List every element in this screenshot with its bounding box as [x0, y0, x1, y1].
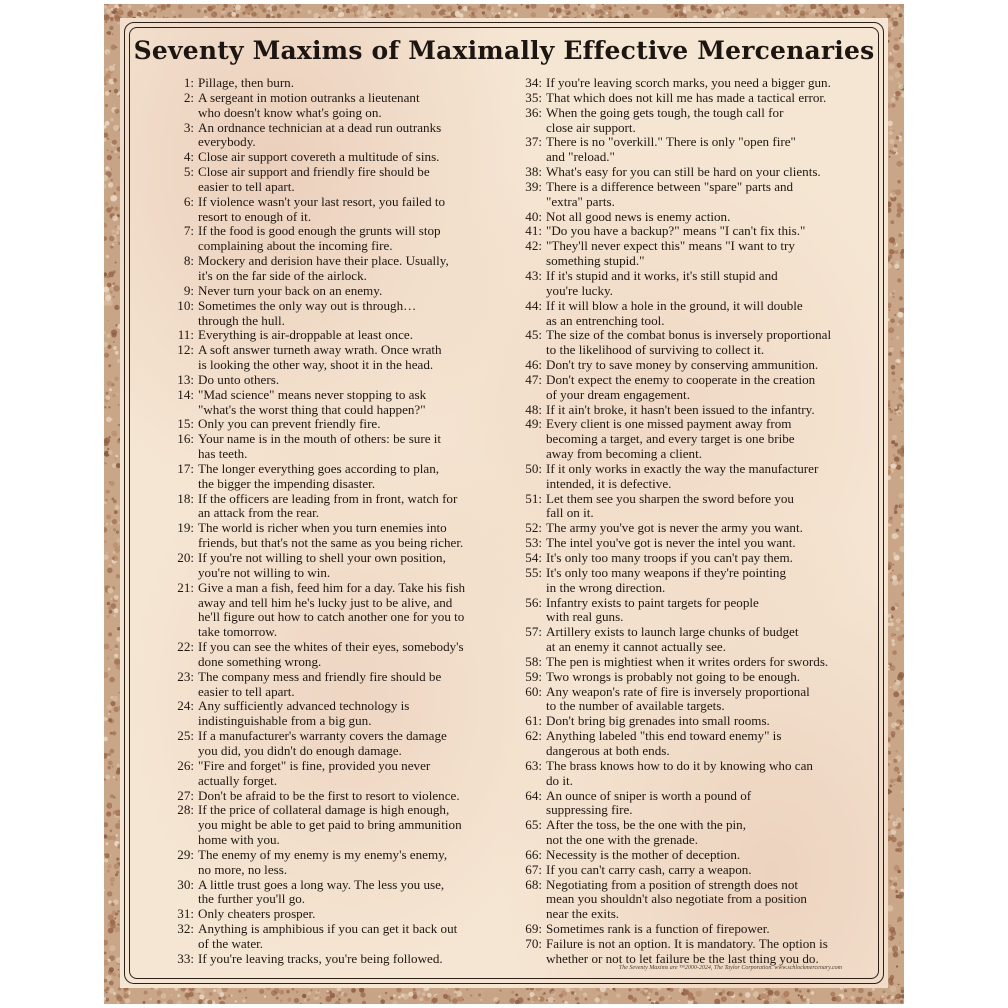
maxim-item — [164, 91, 514, 121]
maxim-text-line: "what's the worst thing that could happen?" — [198, 401, 426, 417]
maxim-text-line: fall on it. — [546, 505, 594, 521]
maxim-item — [512, 328, 874, 358]
maxim-item — [164, 670, 514, 700]
maxim-text-line: A little trust goes a long way. The less you use, — [198, 876, 445, 892]
parchment-panel — [120, 18, 888, 988]
maxim-text-line: you might be able to get paid to bring ammunition — [198, 817, 462, 833]
maxim-text-line: friends, but that's not the same as you being richer. — [198, 535, 464, 551]
maxim-number: 15: — [177, 416, 194, 432]
maxim-text-line: at an enemy it cannot actually see. — [546, 639, 726, 655]
maxim-text-line: take tomorrow. — [198, 624, 278, 640]
maxim-item — [512, 937, 874, 967]
maxim-item — [512, 373, 874, 403]
maxim-item — [164, 224, 514, 254]
maxim-number: 27: — [177, 787, 194, 803]
maxim-number: 18: — [177, 490, 194, 506]
maxim-text-line: If it's stupid and it works, it's still stupid and — [546, 267, 778, 283]
maxim-item — [164, 373, 514, 388]
maxim-number: 34: — [525, 75, 542, 90]
maxim-text-line: If violence wasn't your last resort, you failed to — [198, 193, 446, 209]
maxim-text-line: Any sufficiently advanced technology is — [198, 698, 410, 714]
maxim-text-line: near the exits. — [546, 906, 620, 922]
maxim-number: 33: — [177, 950, 194, 966]
maxim-item — [164, 284, 514, 299]
maxim-text-line: There is no "overkill." There is only "open fire" — [546, 134, 796, 150]
maxim-text-line: Any weapon's rate of fire is inversely proportional — [546, 683, 810, 699]
maxim-text-line: Don't try to save money by conserving ammunition. — [546, 357, 819, 373]
maxim-number: 30: — [177, 876, 194, 892]
maxim-item — [164, 952, 514, 967]
maxim-number: 28: — [177, 802, 194, 818]
maxim-number: 50: — [525, 460, 542, 476]
maxim-text-line: If the price of collateral damage is high enough, — [198, 802, 450, 818]
maxim-number: 51: — [525, 490, 542, 506]
maxim-item — [512, 135, 874, 165]
maxim-number: 66: — [525, 846, 542, 862]
maxim-text-line: of your dream engagement. — [546, 386, 690, 402]
maxim-number: 63: — [525, 757, 542, 773]
maxim-text-line: easier to tell apart. — [198, 178, 295, 194]
maxim-text-line: Two wrongs is probably not going to be enough. — [546, 668, 801, 684]
maxim-text-line: actually forget. — [198, 772, 278, 788]
maxims-column-right — [512, 76, 874, 967]
maxim-number: 29: — [177, 846, 194, 862]
maxim-item — [512, 818, 874, 848]
maxim-item — [512, 863, 874, 878]
maxim-number: 36: — [525, 104, 542, 120]
maxim-number: 43: — [525, 267, 542, 283]
maxim-item — [164, 848, 514, 878]
maxim-text-line: Not all good news is enemy action. — [546, 208, 731, 224]
maxim-number: 54: — [525, 550, 542, 565]
maxim-item — [512, 566, 874, 596]
maxim-item — [512, 403, 874, 418]
maxim-number: 52: — [525, 520, 542, 536]
maxim-text-line: he'll figure out how to catch another one for you to — [198, 609, 465, 625]
maxim-text-line: away and tell him he's lucky just to be alive, and — [198, 594, 453, 610]
maxim-number: 45: — [525, 327, 542, 343]
maxim-text-line: to the number of available targets. — [546, 698, 725, 714]
maxim-number: 6: — [183, 193, 194, 209]
poster-title: Seventy Maxims of Maximally Effective Mercenaries — [133, 36, 875, 65]
maxim-number: 26: — [177, 757, 194, 773]
maxim-item — [164, 907, 514, 922]
maxim-number: 70: — [525, 935, 542, 951]
maxim-item — [512, 625, 874, 655]
maxim-item — [512, 417, 874, 462]
maxim-item — [164, 417, 514, 432]
maxim-text-line: If the food is good enough the grunts will stop — [198, 223, 441, 239]
maxim-text-line: Negotiating from a position of strength does not — [546, 876, 799, 892]
maxim-text-line: The world is richer when you turn enemies into — [198, 520, 447, 536]
maxim-number: 9: — [183, 282, 194, 298]
maxim-number: 3: — [183, 119, 194, 135]
maxim-number: 12: — [177, 342, 194, 358]
maxim-item — [512, 76, 874, 91]
maxim-item — [512, 685, 874, 715]
maxim-number: 42: — [525, 238, 542, 254]
maxim-text-line: If a manufacturer's warranty covers the damage — [198, 728, 447, 744]
maxim-text-line: "Mad science" means never stopping to ask — [198, 386, 427, 402]
maxim-text-line: dangerous at both ends. — [546, 742, 670, 758]
maxim-text-line: The company mess and friendly fire should be — [198, 668, 442, 684]
maxim-text-line: intended, it is defective. — [546, 475, 672, 491]
maxim-text-line: Sometimes rank is a function of firepower. — [546, 921, 770, 937]
maxim-text-line: If you're leaving scorch marks, you need a bigger gun. — [546, 75, 831, 90]
maxim-number: 62: — [525, 728, 542, 744]
maxim-number: 13: — [177, 371, 194, 387]
maxim-item — [164, 729, 514, 759]
maxim-item — [164, 759, 514, 789]
maxim-text-line: Mockery and derision have their place. Usually, — [198, 253, 449, 269]
maxim-text-line: you're lucky. — [546, 282, 613, 298]
maxim-text-line: Artillery exists to launch large chunks of budget — [546, 624, 799, 640]
maxim-number: 55: — [525, 564, 542, 580]
maxim-item — [512, 165, 874, 180]
maxim-text-line: If you can see the whites of their eyes, somebody's — [198, 639, 464, 655]
maxim-item — [164, 195, 514, 225]
maxim-item — [512, 789, 874, 819]
maxim-number: 46: — [525, 357, 542, 373]
poster — [104, 4, 904, 1004]
maxim-number: 38: — [525, 164, 542, 180]
maxim-text-line: indistinguishable from a big gun. — [198, 713, 372, 729]
maxim-number: 61: — [525, 713, 542, 729]
maxim-text-line: "extra" parts. — [546, 193, 615, 209]
maxim-text-line: Your name is in the mouth of others: be sure it — [198, 431, 442, 447]
maxim-text-line: has teeth. — [198, 446, 248, 462]
maxim-number: 23: — [177, 668, 194, 684]
maxim-text-line: The enemy of my enemy is my enemy's enemy, — [198, 846, 448, 862]
maxim-text-line: It's only too many weapons if they're pointing — [546, 564, 787, 580]
maxim-item — [512, 878, 874, 923]
maxim-text-line: When the going gets tough, the tough call for — [546, 104, 784, 120]
maxim-item — [164, 328, 514, 343]
maxim-text-line: home with you. — [198, 832, 280, 848]
maxim-text-line: If it ain't broke, it hasn't been issued to the infantry. — [546, 401, 815, 417]
maxim-number: 22: — [177, 639, 194, 655]
maxim-text-line: Only you can prevent friendly fire. — [198, 416, 381, 432]
maxim-item — [164, 462, 514, 492]
maxim-number: 19: — [177, 520, 194, 536]
maxim-text-line: The brass knows how to do it by knowing who can — [546, 757, 813, 773]
maxim-text-line: It's only too many troops if you can't pay them. — [546, 550, 793, 565]
maxim-number: 4: — [183, 149, 194, 165]
maxim-item — [512, 596, 874, 626]
maxim-number: 68: — [525, 876, 542, 892]
maxim-text-line: If it will blow a hole in the ground, it will double — [546, 297, 803, 313]
maxim-number: 20: — [177, 550, 194, 565]
maxim-number: 31: — [177, 906, 194, 922]
maxim-text-line: Sometimes the only way out is through… — [198, 297, 417, 313]
maxim-number: 56: — [525, 594, 542, 610]
maxim-text-line: you did, you didn't do enough damage. — [198, 742, 402, 758]
maxim-text-line: of the water. — [198, 935, 264, 951]
maxim-number: 5: — [183, 164, 194, 180]
maxim-text-line: The pen is mightiest when it writes orders for swords. — [546, 653, 829, 669]
maxim-text-line: in the wrong direction. — [546, 579, 666, 595]
maxim-text-line: it's on the far side of the airlock. — [198, 267, 367, 283]
maxim-number: 17: — [177, 460, 194, 476]
maxim-number: 41: — [525, 223, 542, 239]
maxim-item — [512, 210, 874, 225]
maxim-item — [512, 358, 874, 373]
maxim-text-line: resort to enough of it. — [198, 208, 312, 224]
maxim-number: 37: — [525, 134, 542, 150]
maxim-text-line: the further you'll go. — [198, 891, 306, 907]
maxim-item — [164, 343, 514, 373]
maxim-text-line: What's easy for you can still be hard on your clients. — [546, 164, 821, 180]
maxim-text-line: Close air support covereth a multitude of sins. — [198, 149, 440, 165]
maxim-text-line: away from becoming a client. — [546, 446, 702, 462]
maxim-item — [164, 150, 514, 165]
maxim-item — [164, 878, 514, 908]
maxim-item — [164, 551, 514, 581]
maxim-item — [164, 922, 514, 952]
maxim-text-line: to the likelihood of surviving to collect it. — [546, 342, 765, 358]
maxim-item — [512, 655, 874, 670]
maxim-text-line: There is a difference between "spare" parts and — [546, 178, 794, 194]
maxim-item — [164, 581, 514, 640]
maxim-text-line: suppressing fire. — [546, 802, 633, 818]
maxim-text-line: If you can't carry cash, carry a weapon. — [546, 861, 752, 877]
maxim-item — [164, 165, 514, 195]
maxim-item — [512, 492, 874, 522]
maxim-item — [512, 91, 874, 106]
maxim-number: 25: — [177, 728, 194, 744]
maxim-number: 35: — [525, 89, 542, 105]
maxim-text-line: something stupid." — [546, 253, 645, 269]
maxim-text-line: close air support. — [546, 119, 636, 135]
maxim-item — [512, 521, 874, 536]
maxim-number: 59: — [525, 668, 542, 684]
copyright-footer: The Seventy Maxims are ™2000-2024, The Taylor Corporation. www.schlockmercenary.com — [618, 965, 842, 971]
maxim-item — [164, 699, 514, 729]
maxim-text-line: done something wrong. — [198, 653, 322, 669]
maxim-number: 53: — [525, 535, 542, 551]
maxim-text-line: Pillage, then burn. — [198, 75, 295, 90]
maxim-number: 60: — [525, 683, 542, 699]
maxims-column-left — [164, 76, 514, 967]
maxim-number: 49: — [525, 416, 542, 432]
maxim-text-line: Anything labeled "this end toward enemy" is — [546, 728, 782, 744]
maxim-number: 21: — [177, 579, 194, 595]
maxim-item — [164, 521, 514, 551]
maxim-number: 8: — [183, 253, 194, 269]
maxim-item — [512, 922, 874, 937]
maxim-item — [164, 803, 514, 848]
maxim-number: 64: — [525, 787, 542, 803]
maxim-item — [164, 640, 514, 670]
maxim-text-line: Don't expect the enemy to cooperate in the creation — [546, 371, 816, 387]
maxim-number: 32: — [177, 921, 194, 937]
maxim-text-line: That which does not kill me has made a tactical error. — [546, 89, 827, 105]
maxim-text-line: as an entrenching tool. — [546, 312, 665, 328]
maxim-text-line: If you're not willing to shell your own position, — [198, 550, 446, 565]
maxim-text-line: Anything is amphibious if you can get it back out — [198, 921, 458, 937]
maxim-text-line: whether or not to let failure be the last thing you do. — [546, 950, 819, 966]
maxim-item — [512, 729, 874, 759]
maxim-text-line: is looking the other way, shoot it in the head. — [198, 357, 434, 373]
maxim-text-line: Don't bring big grenades into small rooms. — [546, 713, 770, 729]
maxim-item — [512, 180, 874, 210]
maxim-text-line: do it. — [546, 772, 573, 788]
maxim-number: 44: — [525, 297, 542, 313]
maxim-text-line: through the hull. — [198, 312, 285, 328]
maxim-text-line: complaining about the incoming fire. — [198, 238, 393, 254]
maxim-item — [512, 759, 874, 789]
maxim-item — [512, 299, 874, 329]
maxim-text-line: After the toss, be the one with the pin, — [546, 817, 746, 833]
maxim-text-line: "Fire and forget" is fine, provided you never — [198, 757, 431, 773]
maxim-text-line: Only cheaters prosper. — [198, 906, 316, 922]
maxim-number: 47: — [525, 371, 542, 387]
maxim-text-line: Infantry exists to paint targets for people — [546, 594, 759, 610]
maxim-text-line: no more, no less. — [198, 861, 288, 877]
maxim-item — [164, 492, 514, 522]
maxim-number: 48: — [525, 401, 542, 417]
maxim-item — [512, 462, 874, 492]
maxim-text-line: everybody. — [198, 134, 256, 150]
maxim-text-line: an attack from the rear. — [198, 505, 320, 521]
maxim-item — [512, 714, 874, 729]
maxim-text-line: The army you've got is never the army you want. — [546, 520, 803, 536]
maxim-text-line: Do unto others. — [198, 371, 280, 387]
maxim-item — [512, 269, 874, 299]
maxim-text-line: and "reload." — [546, 149, 615, 165]
maxim-text-line: "Do you have a backup?" means "I can't fix this." — [546, 223, 806, 239]
maxim-number: 67: — [525, 861, 542, 877]
maxim-text-line: The intel you've got is never the intel you want. — [546, 535, 796, 551]
maxim-number: 11: — [177, 327, 194, 343]
maxim-text-line: An ordnance technician at a dead run outranks — [198, 119, 442, 135]
maxim-text-line: The longer everything goes according to plan, — [198, 460, 440, 476]
maxim-text-line: An ounce of sniper is worth a pound of — [546, 787, 752, 803]
maxim-number: 24: — [177, 698, 194, 714]
maxim-text-line: mean you shouldn't also negotiate from a position — [546, 891, 807, 907]
maxim-text-line: Every client is one missed payment away from — [546, 416, 792, 432]
maxim-number: 69: — [525, 921, 542, 937]
maxim-text-line: Give a man a fish, feed him for a day. Take his fish — [198, 579, 466, 595]
maxim-text-line: Failure is not an option. It is mandatory. The option is — [546, 935, 828, 951]
maxim-number: 39: — [525, 178, 542, 194]
maxim-item — [164, 432, 514, 462]
maxim-item — [512, 224, 874, 239]
maxim-text-line: Never turn your back on an enemy. — [198, 282, 383, 298]
maxim-text-line: the bigger the impending disaster. — [198, 475, 376, 491]
maxim-text-line: If you're leaving tracks, you're being followed. — [198, 950, 443, 966]
maxim-item — [164, 299, 514, 329]
maxim-text-line: If the officers are leading from in front, watch for — [198, 490, 458, 506]
maxim-number: 57: — [525, 624, 542, 640]
maxim-number: 10: — [177, 297, 194, 313]
maxim-text-line: easier to tell apart. — [198, 683, 295, 699]
maxim-text-line: "They'll never expect this" means "I want to try — [546, 238, 795, 254]
maxim-item — [164, 388, 514, 418]
maxim-number: 1: — [183, 75, 194, 90]
maxim-number: 65: — [525, 817, 542, 833]
maxim-text-line: Necessity is the mother of deception. — [546, 846, 741, 862]
maxim-item — [512, 106, 874, 136]
maxim-number: 40: — [525, 208, 542, 224]
maxim-text-line: becoming a target, and every target is one bribe — [546, 431, 795, 447]
maxim-item — [512, 551, 874, 566]
maxim-text-line: A sergeant in motion outranks a lieutenant — [198, 89, 420, 105]
maxim-text-line: with real guns. — [546, 609, 624, 625]
maxim-number: 7: — [183, 223, 194, 239]
maxim-item — [164, 76, 514, 91]
maxim-text-line: Don't be afraid to be the first to resort to violence. — [198, 787, 460, 803]
maxim-number: 16: — [177, 431, 194, 447]
maxim-text-line: A soft answer turneth away wrath. Once wrath — [198, 342, 442, 358]
maxim-item — [512, 848, 874, 863]
maxim-item — [512, 670, 874, 685]
maxim-text-line: Everything is air-droppable at least once. — [198, 327, 413, 343]
maxim-number: 14: — [177, 386, 194, 402]
maxim-number: 2: — [183, 89, 194, 105]
maxim-text-line: who doesn't know what's going on. — [198, 104, 382, 120]
maxim-item — [512, 536, 874, 551]
maxim-number: 58: — [525, 653, 542, 669]
maxim-text-line: not the one with the grenade. — [546, 832, 698, 848]
maxim-text-line: The size of the combat bonus is inversely proportional — [546, 327, 832, 343]
maxim-text-line: Close air support and friendly fire should be — [198, 164, 430, 180]
maxim-text-line: Let them see you sharpen the sword before you — [546, 490, 794, 506]
maxim-item — [164, 254, 514, 284]
maxim-item — [512, 239, 874, 269]
maxim-text-line: you're not willing to win. — [198, 564, 331, 580]
maxim-item — [164, 789, 514, 804]
maxim-text-line: If it only works in exactly the way the manufacturer — [546, 460, 819, 476]
maxim-item — [164, 121, 514, 151]
